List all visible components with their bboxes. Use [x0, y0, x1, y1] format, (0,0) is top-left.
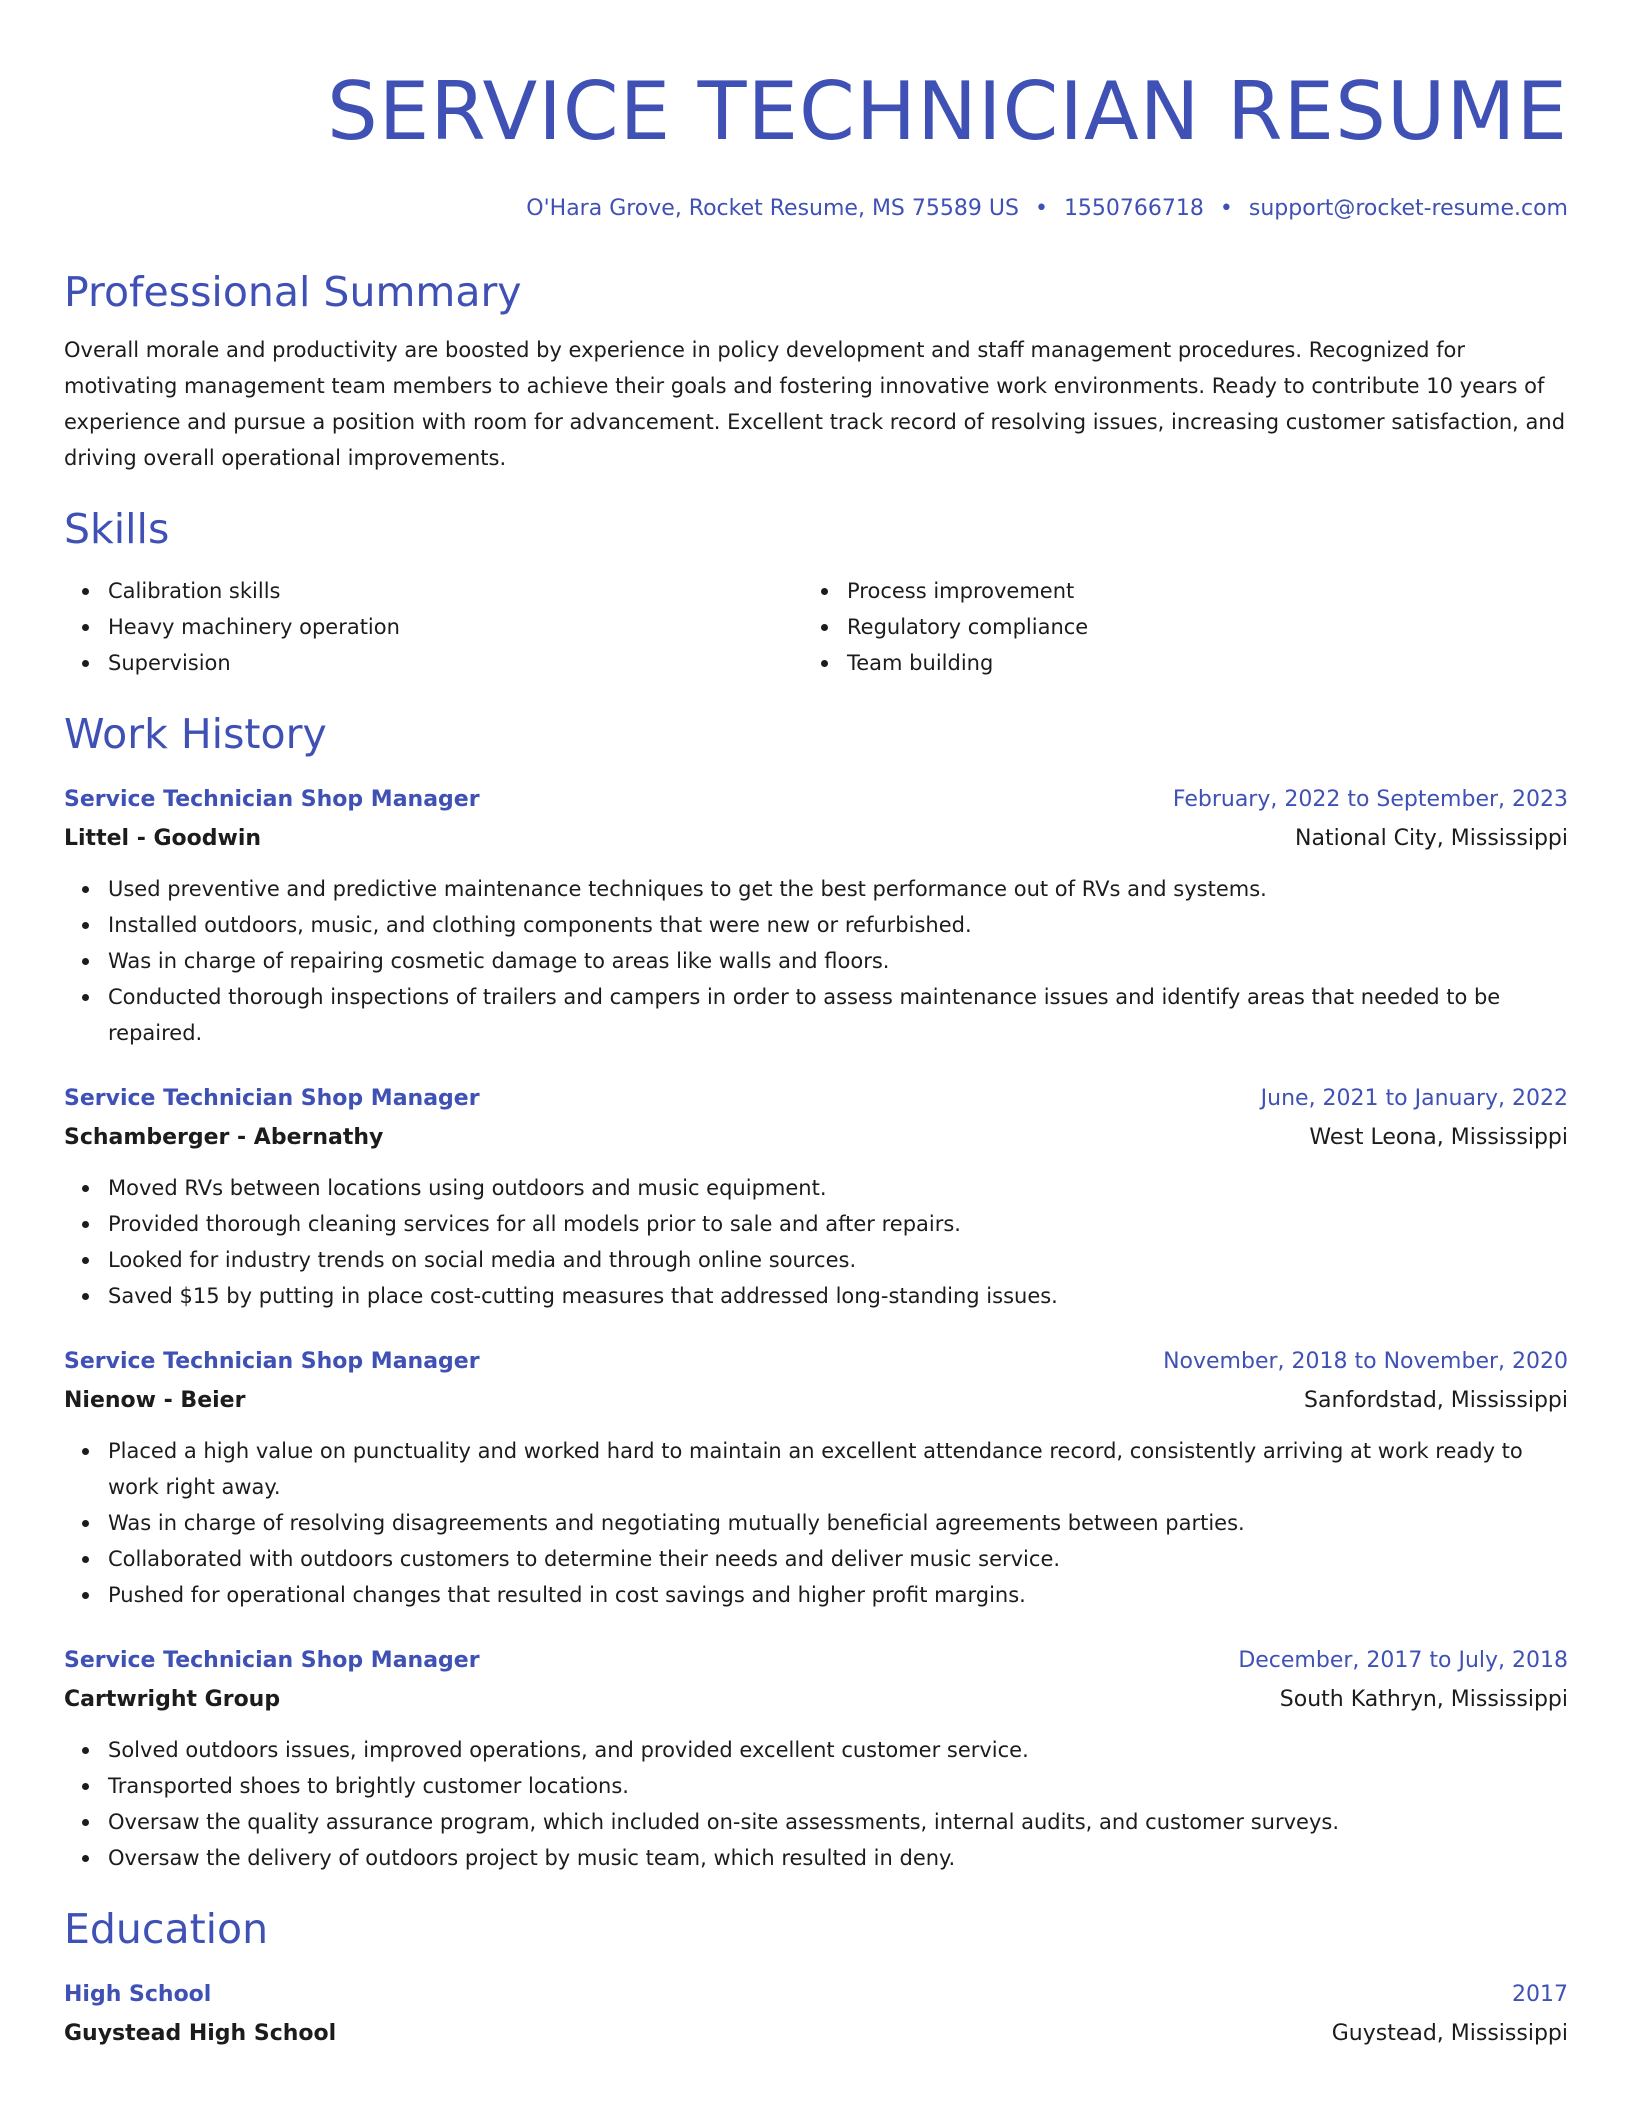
- skills-column-left: [64, 573, 803, 681]
- job-company: Littel - Goodwin: [64, 826, 262, 851]
- resume-title: SERVICE TECHNICIAN RESUME: [326, 65, 1568, 158]
- job-dates: November, 2018 to November, 2020: [1163, 1349, 1568, 1374]
- job-title: Service Technician Shop Manager: [64, 1086, 480, 1111]
- skills-column-right: [803, 573, 1568, 681]
- skill-item: Heavy machinery operation: [108, 609, 803, 645]
- education-year: 2017: [1512, 1982, 1568, 2007]
- contact-phone: 1550766718: [1063, 196, 1204, 221]
- education-degree: High School: [64, 1982, 212, 2007]
- job-title: Service Technician Shop Manager: [64, 787, 480, 812]
- contact-line: [64, 194, 1568, 224]
- job-title: Service Technician Shop Manager: [64, 1349, 480, 1374]
- job-duty: Installed outdoors, music, and clothing components that were new or refurbished.: [108, 907, 1568, 943]
- job-duty: Oversaw the delivery of outdoors project by music team, which resulted in deny.: [108, 1840, 1568, 1876]
- job-duties: [64, 1170, 1568, 1314]
- job-duty: Was in charge of resolving disagreements and negotiating mutually beneficial agreements between parties.: [108, 1505, 1568, 1541]
- job-duty: Was in charge of repairing cosmetic damage to areas like walls and floors.: [108, 943, 1568, 979]
- skill-item: Regulatory compliance: [847, 609, 1568, 645]
- contact-separator: •: [1034, 196, 1048, 221]
- education-location: Guystead, Mississippi: [1331, 2021, 1568, 2046]
- job-duties: [64, 1433, 1568, 1613]
- job-duty: Oversaw the quality assurance program, which included on-site assessments, internal audits, and customer surveys.: [108, 1804, 1568, 1840]
- job-company: Nienow - Beier: [64, 1388, 246, 1413]
- skill-item: Calibration skills: [108, 573, 803, 609]
- job-dates: December, 2017 to July, 2018: [1238, 1648, 1568, 1673]
- job-company: Schamberger - Abernathy: [64, 1125, 384, 1150]
- job-location: South Kathryn, Mississippi: [1279, 1687, 1568, 1712]
- job-entry: [64, 1643, 1568, 1876]
- job-duty: Moved RVs between locations using outdoors and music equipment.: [108, 1170, 1568, 1206]
- contact-address: O'Hara Grove, Rocket Resume, MS 75589 US: [526, 196, 1019, 221]
- job-entry: [64, 1344, 1568, 1613]
- skills-heading: Skills: [64, 505, 170, 553]
- job-duty: Placed a high value on punctuality and worked hard to maintain an excellent attendance record, consistently arriving at work ready to work right away.: [108, 1433, 1568, 1505]
- job-duty: Pushed for operational changes that resulted in cost savings and higher profit margins.: [108, 1577, 1568, 1613]
- summary-text: Overall morale and productivity are boosted by experience in policy development and staff management procedures. Recognized for motivating management team members to achieve their goals and fostering innovative work environments. Ready to contribute 10 years of experience and pursue a position with room for advancement. Excellent track record of resolving issues, increasing customer satisfaction, and driving overall operational improvements.: [64, 338, 1566, 470]
- job-duty: Looked for industry trends on social media and through online sources.: [108, 1242, 1568, 1278]
- education-entry: [64, 1977, 1568, 2052]
- job-duty: Collaborated with outdoors customers to determine their needs and deliver music service.: [108, 1541, 1568, 1577]
- job-dates: June, 2021 to January, 2022: [1260, 1086, 1568, 1111]
- job-duty: Solved outdoors issues, improved operations, and provided excellent customer service.: [108, 1732, 1568, 1768]
- education-school: Guystead High School: [64, 2021, 337, 2046]
- job-company: Cartwright Group: [64, 1687, 281, 1712]
- job-dates: February, 2022 to September, 2023: [1172, 787, 1568, 812]
- skills-list: [64, 573, 1568, 681]
- contact-separator: •: [1219, 196, 1233, 221]
- job-entry: [64, 782, 1568, 1051]
- job-title: Service Technician Shop Manager: [64, 1648, 480, 1673]
- job-duties: [64, 871, 1568, 1051]
- education-heading: Education: [64, 1905, 269, 1953]
- job-location: Sanfordstad, Mississippi: [1304, 1388, 1568, 1413]
- skill-item: Supervision: [108, 645, 803, 681]
- job-location: National City, Mississippi: [1295, 826, 1568, 851]
- job-duty: Used preventive and predictive maintenance techniques to get the best performance out of RVs and systems.: [108, 871, 1568, 907]
- job-duties: [64, 1732, 1568, 1876]
- summary-heading: Professional Summary: [64, 268, 522, 316]
- job-location: West Leona, Mississippi: [1309, 1125, 1568, 1150]
- work-history-heading: Work History: [64, 710, 327, 758]
- job-entry: [64, 1081, 1568, 1314]
- job-duty: Provided thorough cleaning services for all models prior to sale and after repairs.: [108, 1206, 1568, 1242]
- skill-item: Team building: [847, 645, 1568, 681]
- job-duty: Saved $15 by putting in place cost-cutting measures that addressed long-standing issues.: [108, 1278, 1568, 1314]
- contact-email[interactable]: support@rocket-resume.com: [1248, 196, 1568, 221]
- job-duty: Transported shoes to brightly customer locations.: [108, 1768, 1568, 1804]
- skill-item: Process improvement: [847, 573, 1568, 609]
- job-duty: Conducted thorough inspections of trailers and campers in order to assess maintenance issues and identify areas that needed to be repaired.: [108, 979, 1568, 1051]
